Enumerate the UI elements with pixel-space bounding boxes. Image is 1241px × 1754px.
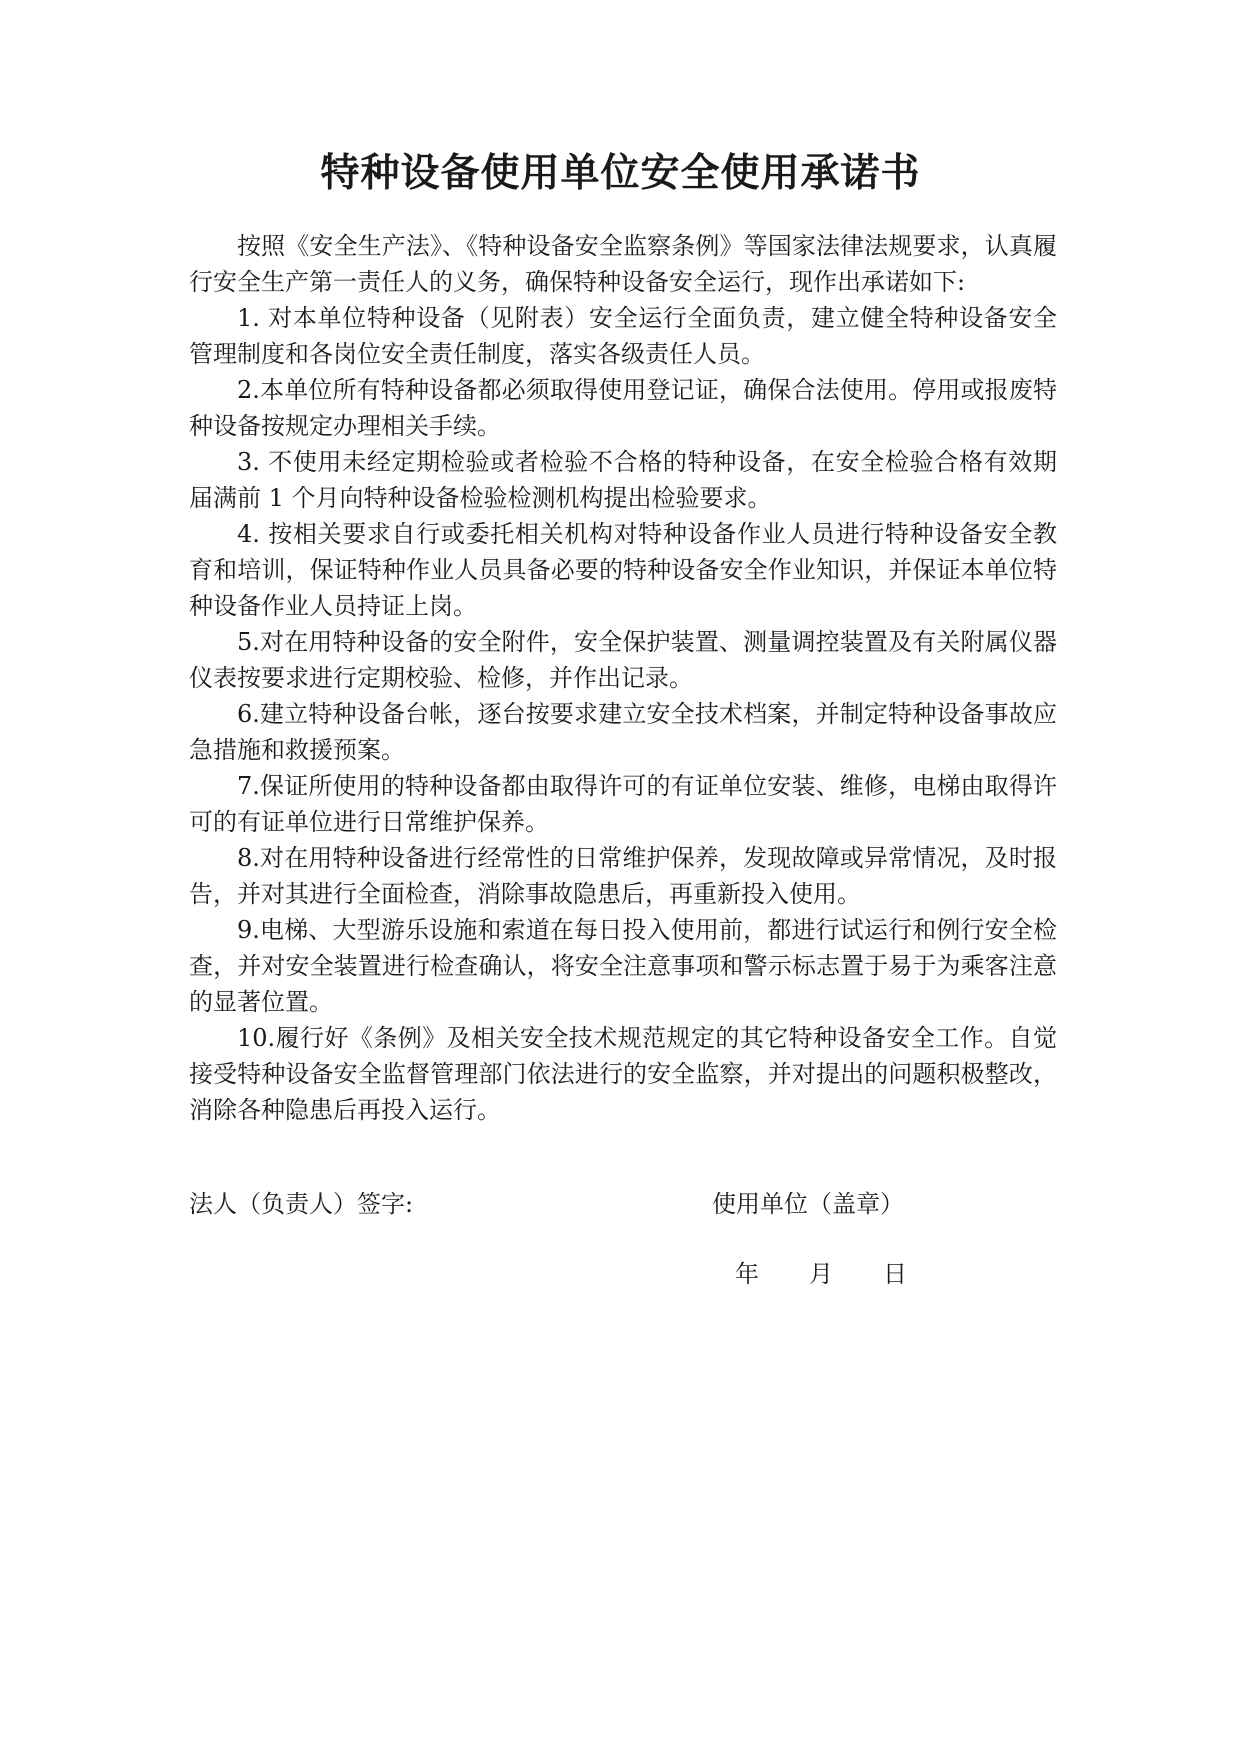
- commitment-item-1: 1. 对本单位特种设备（见附表）安全运行全面负责，建立健全特种设备安全管理制度和各岗位安全责任制度，落实各级责任人员。: [189, 304, 1057, 368]
- date-line: [735, 1256, 907, 1292]
- signature-label: 法人（负责人）签字:: [189, 1190, 414, 1218]
- commitment-item-8: 8.对在用特种设备进行经常性的日常维护保养，发现故障或异常情况，及时报告，并对其进行全面检查，消除事故隐患后，再重新投入使用。: [189, 844, 1057, 908]
- commitment-item-2: 2.本单位所有特种设备都必须取得使用登记证，确保合法使用。停用或报废特种设备按规定办理相关手续。: [189, 376, 1057, 440]
- intro-paragraph: 按照《安全生产法》、《特种设备安全监察条例》等国家法律法规要求，认真履行安全生产第一责任人的义务，确保特种设备安全运行，现作出承诺如下:: [189, 232, 1057, 296]
- date-year-label: 年: [735, 1260, 759, 1288]
- date-day-label: 日: [883, 1260, 907, 1288]
- commitment-item-4: 4. 按相关要求自行或委托相关机构对特种设备作业人员进行特种设备安全教育和培训，保证特种作业人员具备必要的特种设备安全作业知识，并保证本单位特种设备作业人员持证上岗。: [189, 520, 1057, 620]
- commitment-item-10: 10.履行好《条例》及相关安全技术规范规定的其它特种设备安全工作。自觉接受特种设备安全监督管理部门依法进行的安全监察，并对提出的问题积极整改，消除各种隐患后再投入运行。: [189, 1024, 1057, 1124]
- date-month-label: 月: [809, 1260, 833, 1288]
- seal-label: 使用单位（盖章）: [712, 1190, 904, 1218]
- document-title: 特种设备使用单位安全使用承诺书: [320, 151, 921, 196]
- commitment-item-6: 6.建立特种设备台帐，逐台按要求建立安全技术档案，并制定特种设备事故应急措施和救援预案。: [189, 700, 1057, 764]
- commitment-item-7: 7.保证所使用的特种设备都由取得许可的有证单位安装、维修，电梯由取得许可的有证单位进行日常维护保养。: [189, 772, 1057, 836]
- document-body: [189, 228, 1057, 1128]
- commitment-item-5: 5.对在用特种设备的安全附件，安全保护装置、测量调控装置及有关附属仪器仪表按要求进行定期校验、检修，并作出记录。: [189, 628, 1057, 692]
- commitment-item-9: 9.电梯、大型游乐设施和索道在每日投入使用前，都进行试运行和例行安全检查，并对安全装置进行检查确认，将安全注意事项和警示标志置于易于为乘客注意的显著位置。: [189, 916, 1057, 1016]
- commitment-item-3: 3. 不使用未经定期检验或者检验不合格的特种设备，在安全检验合格有效期届满前 1 个月向特种设备检验检测机构提出检验要求。: [189, 448, 1057, 512]
